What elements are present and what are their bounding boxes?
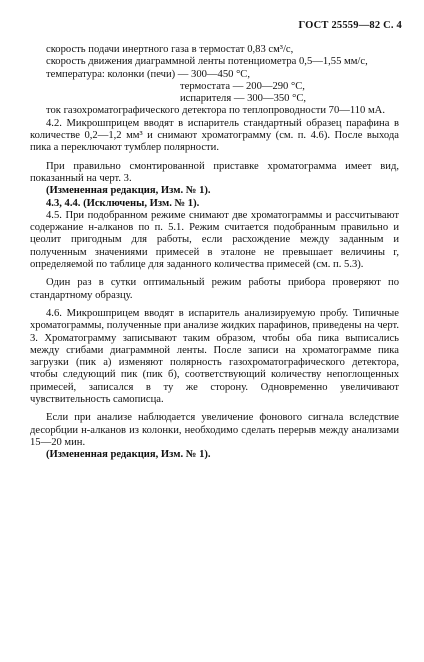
paragraph-daily-check: Один раз в сутки оптимальный режим работы прибора проверяют по стандартному образцу. <box>30 277 399 301</box>
document-body <box>30 44 399 462</box>
paragraph-4-2: 4.2. Микрошприцем вводят в испаритель стандартный образец парафина в количестве 0,2—1,2 мм³ и снимают хроматограмму (см. п. 4.6). После выхода пика а переключают тумблер полярности. <box>30 117 399 154</box>
paragraph-4-3-4-4: 4.3, 4.4. (Исключены, Изм. № 1). <box>46 197 200 209</box>
temperature-thermostat-line: термостата — 200—290 °С, <box>180 80 305 92</box>
gas-speed-line: скорость подачи инертного газа в термостат 0,83 см³/с, <box>46 44 294 55</box>
temperature-block <box>30 69 399 106</box>
temperature-column-line: температура: колонки (печи) — 300—450 °С, <box>46 68 251 80</box>
edit-note-2: (Измененная редакция, Изм. № 1). <box>46 449 211 461</box>
paragraph-4-5: 4.5. При подобранном режиме снимают две хроматограммы и рассчитывают содержание н-алканов по п. 5.1. Режим считается подобранным правильно и цеолит пригодным для работы, если расхождение между заданным и полученным значениями примесей в эталоне не превышает величины r, определяемой по таблице для заданного количества примесей (см. п. 5.3). <box>30 209 399 271</box>
edit-note-1: (Измененная редакция, Изм. № 1). <box>46 185 211 197</box>
page-header: ГОСТ 25559—82 С. 4 <box>298 20 402 31</box>
tape-speed-line: скорость движения диаграммной ленты потенциометра 0,5—1,55 мм/с, <box>46 56 368 68</box>
detector-current-line: ток газохроматографического детектора по теплопроводности 70—110 мА. <box>46 105 385 117</box>
paragraph-background-signal: Если при анализе наблюдается увеличение фонового сигнала вследствие десорбции н-алканов из колонки, необходимо сделать перерыв между анализами 15—20 мин. <box>30 412 399 448</box>
paragraph-correct-setup: При правильно смонтированной приставке хроматограмма имеет вид, показанный на черт. 3. <box>30 160 399 184</box>
temperature-evaporator-line: испарителя — 300—350 °С, <box>180 93 307 105</box>
paragraph-4-6: 4.6. Микрошприцем вводят в испаритель анализируемую пробу. Типичные хроматограммы, полученные при анализе жидких парафинов, приведены на черт. 3. Хроматограмму записывают таким образом, чтобы оба пика выписались между сгибами диаграммной ленты. После записи на хроматограмме пика загрузки (пик а) изменяют полярность газохроматографического детектора, чтобы следующий пик (пик б), соответствующий количеству непоглощенных примесей, записался в ту же сторону. Одновременно увеличивают чувствительность самописца. <box>30 307 399 406</box>
